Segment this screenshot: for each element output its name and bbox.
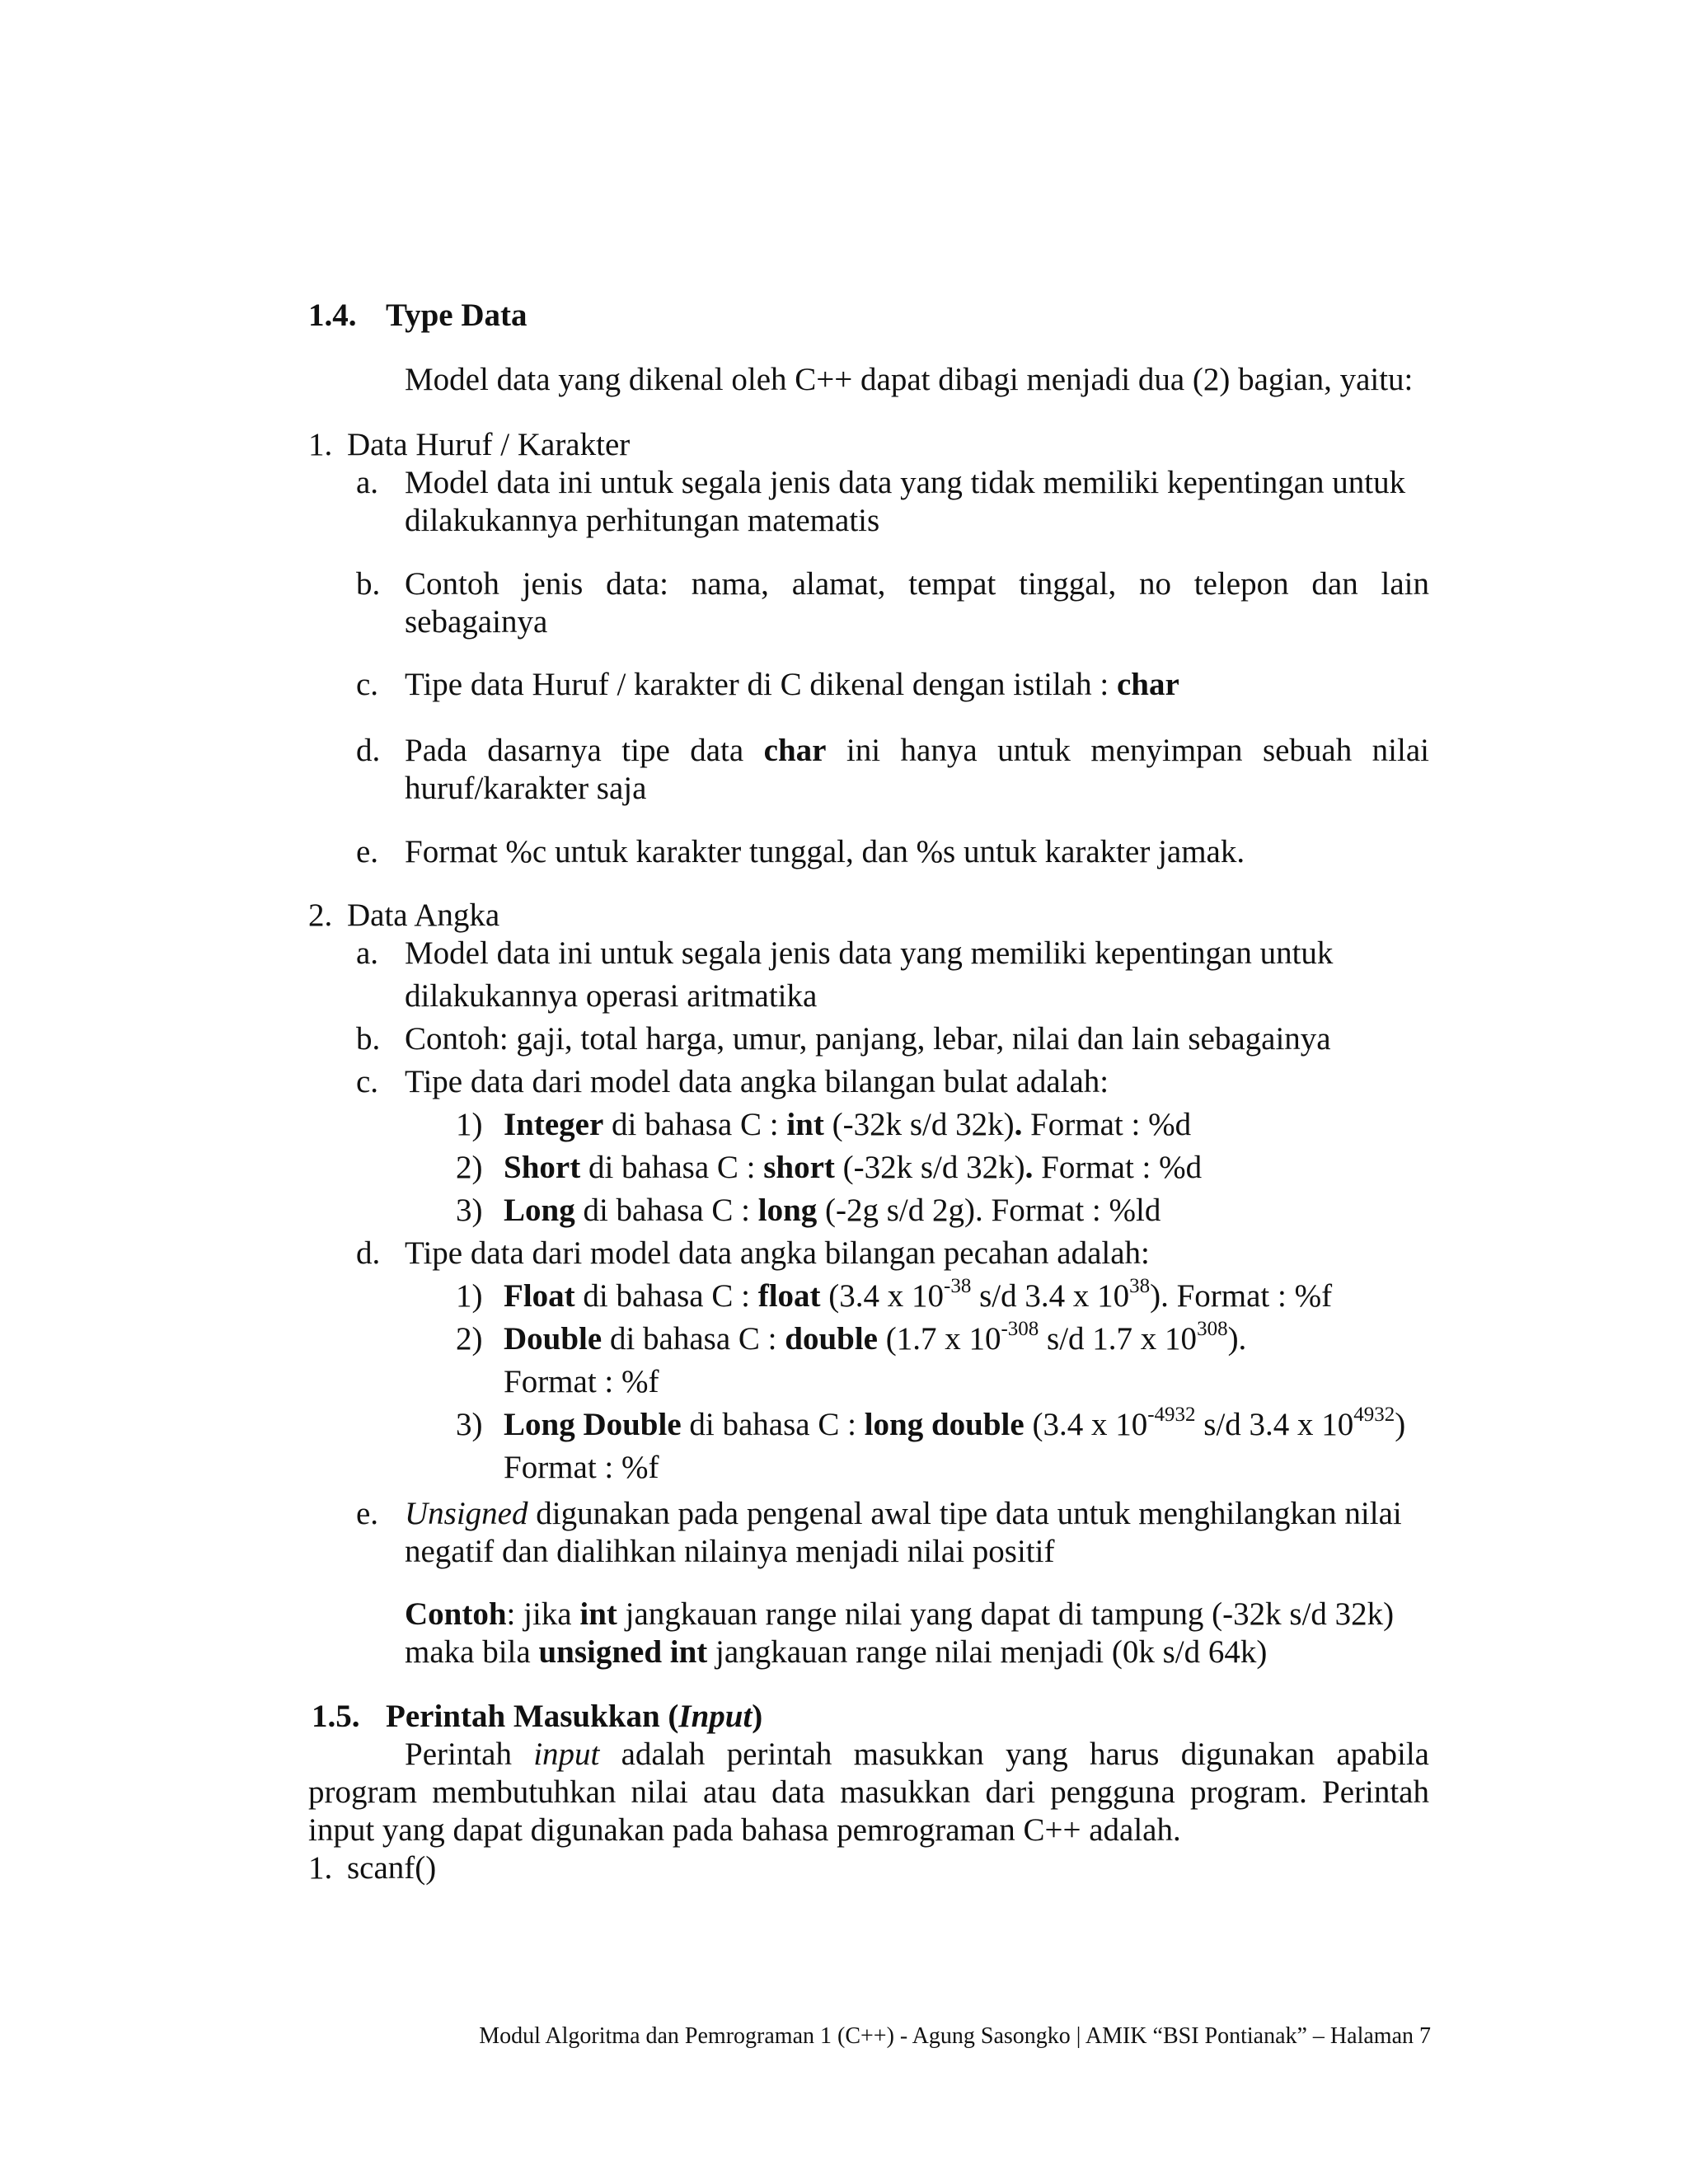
list-number: 2. xyxy=(308,898,333,933)
sub-item: Short di bahasa C : short (-32k s/d 32k). Format : %d xyxy=(504,1150,1203,1185)
group-title: Data Huruf / Karakter xyxy=(347,427,631,462)
item-marker: b. xyxy=(356,1021,381,1057)
section-title: Perintah Masukkan (Input) xyxy=(386,1699,763,1734)
sub-item-format: Format : %f xyxy=(504,1364,659,1399)
sub-item-marker: 3) xyxy=(456,1193,483,1228)
sub-item: Long Double di bahasa C : long double (3.4 x $10^{-4932}$ s/d 3.4 x $10^{4932}$) xyxy=(504,1404,1406,1442)
list-item: Tipe data Huruf / karakter di C dikenal dengan istilah : char xyxy=(405,667,1179,702)
sub-item-marker: 1) xyxy=(456,1107,483,1142)
list-item: dilakukannya operasi aritmatika xyxy=(405,978,818,1014)
sub-item-marker: 2) xyxy=(456,1321,483,1357)
example-text: Contoh: jika int jangkauan range nilai yang dapat di tampung (-32k s/d 32k) xyxy=(405,1596,1395,1632)
list-number: 1. xyxy=(308,1850,333,1886)
sub-item: Long di bahasa C : long (-2g s/d 2g). Format : %ld xyxy=(504,1193,1161,1228)
list-item: Unsigned digunakan pada pengenal awal tipe data untuk menghilangkan nilai xyxy=(405,1496,1402,1531)
sub-item: Float di bahasa C : float (3.4 x $10^{-38}$ s/d 3.4 x $10^{38}$). Format : %f xyxy=(504,1275,1333,1314)
sub-item-marker: 3) xyxy=(456,1407,483,1442)
list-item: scanf() xyxy=(347,1850,437,1886)
list-item: Tipe data dari model data angka bilangan bulat adalah: xyxy=(405,1064,1109,1099)
list-item: Tipe data dari model data angka bilangan pecahan adalah: xyxy=(405,1235,1150,1271)
intro-paragraph: Model data yang dikenal oleh C++ dapat dibagi menjadi dua (2) bagian, yaitu: xyxy=(405,362,1414,397)
item-marker: a. xyxy=(356,935,379,971)
item-marker: d. xyxy=(356,733,381,768)
item-marker: b. xyxy=(356,566,381,602)
sub-item: Integer di bahasa C : int (-32k s/d 32k). Format : %d xyxy=(504,1107,1192,1142)
list-item: negatif dan dialihkan nilainya menjadi nilai positif xyxy=(405,1534,1055,1569)
sub-item-marker: 1) xyxy=(456,1278,483,1314)
example-text: maka bila unsigned int jangkauan range nilai menjadi (0k s/d 64k) xyxy=(405,1634,1268,1670)
list-item: Pada dasarnya tipe data char ini hanya untuk menyimpan sebuah nilai xyxy=(405,733,1430,768)
section-title: Type Data xyxy=(386,298,528,333)
group-title: Data Angka xyxy=(347,898,500,933)
sub-item: Double di bahasa C : double (1.7 x $10^{-308}$ s/d 1.7 x $10^{308}$). xyxy=(504,1318,1247,1357)
item-marker: c. xyxy=(356,667,379,702)
sub-item-format: Format : %f xyxy=(504,1450,659,1485)
sub-item-marker: 2) xyxy=(456,1150,483,1185)
list-item: Contoh jenis data: nama, alamat, tempat tinggal, no telepon dan lain xyxy=(405,566,1429,602)
list-item: Model data ini untuk segala jenis data yang tidak memiliki kepentingan untuk xyxy=(405,465,1406,500)
item-marker: a. xyxy=(356,465,379,500)
item-marker: c. xyxy=(356,1064,379,1099)
section-number: 1.5. xyxy=(312,1699,360,1734)
list-item: huruf/karakter saja xyxy=(405,771,647,806)
list-item: Format %c untuk karakter tunggal, dan %s untuk karakter jamak. xyxy=(405,834,1245,869)
list-item: Model data ini untuk segala jenis data yang memiliki kepentingan untuk xyxy=(405,935,1334,971)
list-item: dilakukannya perhitungan matematis xyxy=(405,503,880,538)
paragraph-line: Perintah input adalah perintah masukkan yang harus digunakan apabila xyxy=(405,1736,1429,1772)
item-marker: e. xyxy=(356,834,379,869)
item-marker: e. xyxy=(356,1496,379,1531)
item-marker: d. xyxy=(356,1235,381,1271)
paragraph-line: program membutuhkan nilai atau data masukkan dari pengguna program. Perintah xyxy=(308,1774,1429,1810)
list-number: 1. xyxy=(308,427,333,462)
page-footer: Modul Algoritma dan Pemrograman 1 (C++) - Agung Sasongko | AMIK “BSI Pontianak” – Halaman 7 xyxy=(479,2023,1431,2049)
list-item: sebagainya xyxy=(405,604,548,640)
list-item: Contoh: gaji, total harga, umur, panjang, lebar, nilai dan lain sebagainya xyxy=(405,1021,1331,1057)
section-number: 1.4. xyxy=(308,298,357,333)
paragraph-line: input yang dapat digunakan pada bahasa pemrograman C++ adalah. xyxy=(308,1812,1181,1848)
